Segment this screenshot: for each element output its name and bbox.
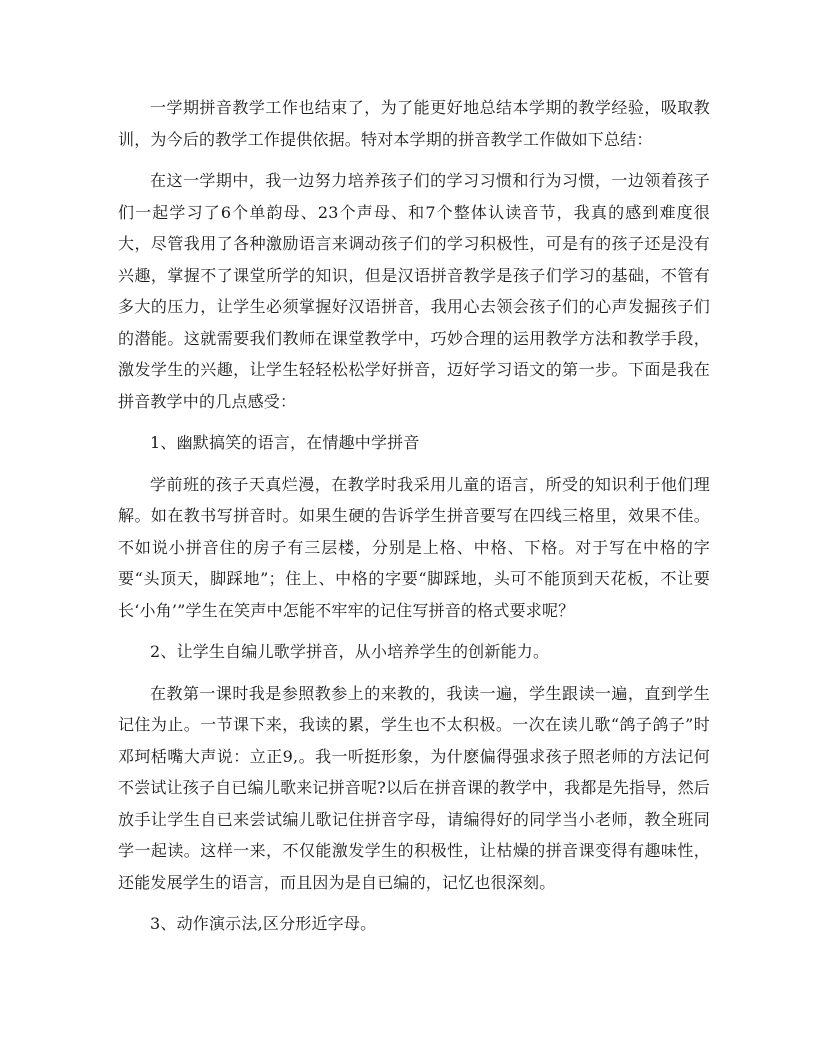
section-1-paragraph: 学前班的孩子天真烂漫，在教学时我采用儿童的语言，所受的知识利于他们理解。如在教书写拼音时。如果生硬的告诉学生拼音要写在四线三格里，效果不佳。不如说小拼音住的房子有三层楼，分别是上格、中格、下格。对于写在中格的字要“头顶天，脚踩地”；住上、中格的字要“脚踩地，头可不能顶到天花板，不让要长‘小角’”学生在笑声中怎能不牢牢的记住写拼音的格式要求呢？ (118, 474, 710, 620)
intro-paragraph: 一学期拼音教学工作也结束了，为了能更好地总结本学期的教学经验，吸取教训，为今后的教学工作提供依据。特对本学期的拼音教学工作做如下总结： (118, 98, 710, 149)
section-heading-3: 3、动作演示法,区分形近字母。 (150, 914, 377, 933)
section-2-paragraph: 在教第一课时我是参照教参上的来教的，我读一遍，学生跟读一遍，直到学生记住为止。一节课下来，我读的累，学生也不太积极。一次在读儿歌“鸽子鸽子”时邓珂栝嘴大声说：立正9,。我一听挺形象，为什麽偏得强求孩子照老师的方法记何不尝试让孩子自已编儿歌来记拼音呢?以后在拼音课的教学中，我都是先指导，然后放手让学生自已来尝试编儿歌记住拼音字母，请编得好的同学当小老师，教全班同学一起读。这样一来，不仅能激发学生的积极性，让枯燥的拼音课变得有趣味性，还能发展学生的语言，而且因为是自已编的，记忆也很深刻。 (118, 683, 710, 892)
overview-paragraph: 在这一学期中，我一边努力培养孩子们的学习习惯和行为习惯，一边领着孩子们一起学习了6个单韵母、23个声母、和7个整体认读音节，我真的感到难度很大，尽管我用了各种激励语言来调动孩子们的学习积极性，可是有的孩子还是没有兴趣，掌握不了课堂所学的知识，但是汉语拼音教学是孩子们学习的基础，不管有多大的压力，让学生必须掌握好汉语拼音，我用心去领会孩子们的心声发掘孩子们的潜能。这就需要我们教师在课堂教学中，巧妙合理的运用教学方法和教学手段，激发学生的兴趣，让学生轻轻松松学好拼音，迈好学习语文的第一步。下面是我在拼音教学中的几点感受： (118, 171, 710, 411)
document-body (118, 92, 710, 950)
section-heading-1: 1、幽默搞笑的语言，在情趣中学拼音 (150, 433, 420, 452)
section-heading-2: 2、让学生自编儿歌学拼音，从小培养学生的创新能力。 (150, 642, 550, 661)
